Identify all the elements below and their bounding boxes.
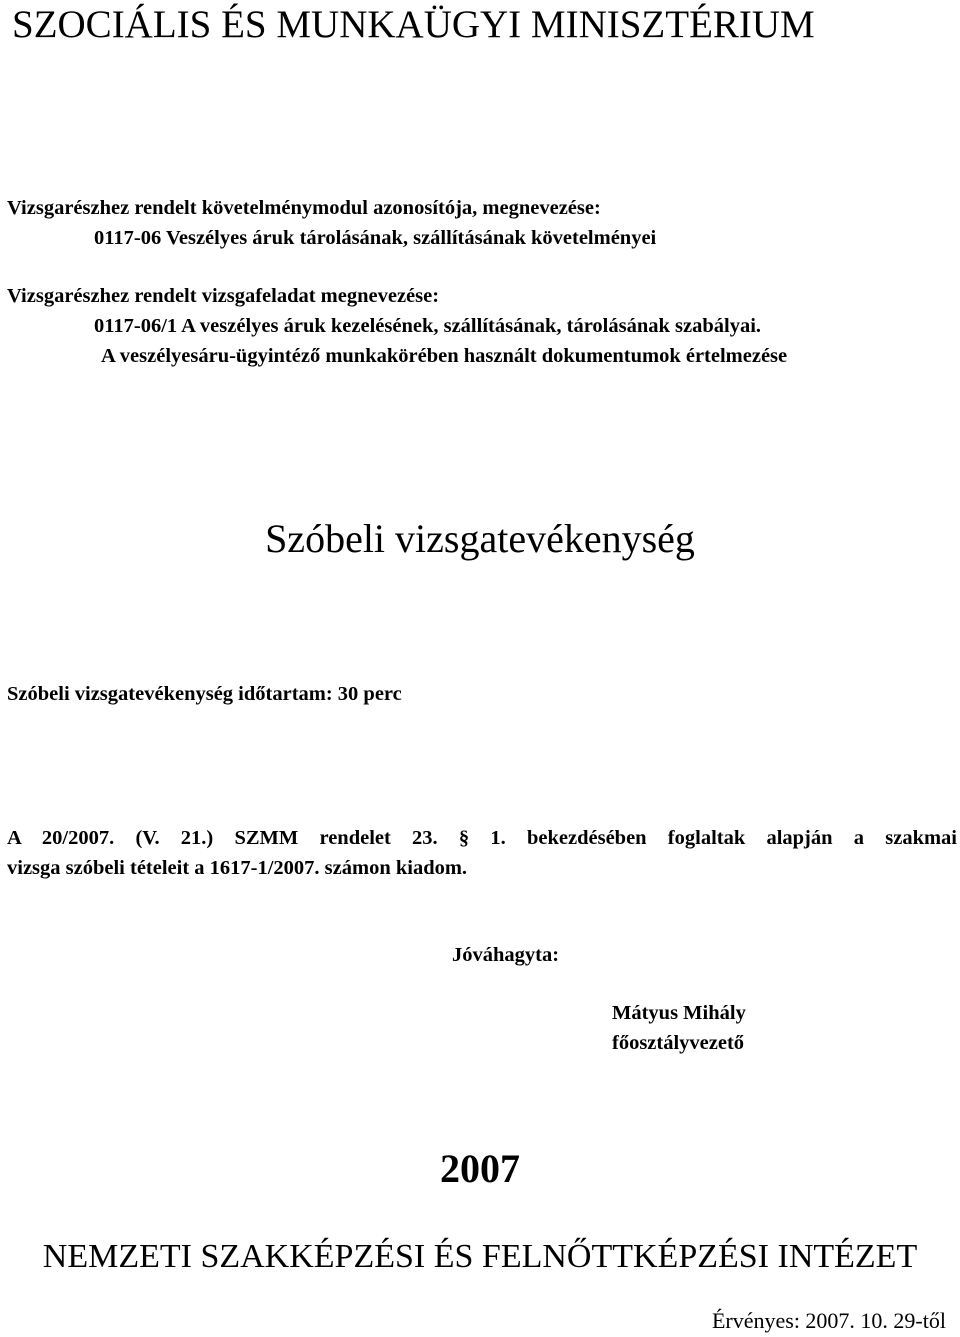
- oral-exam-title: Szóbeli vizsgatevékenység: [265, 516, 695, 561]
- module-label: Vizsgarészhez rendelt követelménymodul azonosítója, megnevezése:: [7, 197, 601, 219]
- institute-name: NEMZETI SZAKKÉPZÉSI ÉS FELNŐTTKÉPZÉSI INTÉZET: [42, 1238, 918, 1275]
- decree-line-1: A 20/2007. (V. 21.) SZMM rendelet 23. § 1. bekezdésében foglaltak alapján a szakmai: [7, 827, 957, 849]
- validity-date: Érvényes: 2007. 10. 29-től: [711, 1308, 946, 1333]
- task-line-1: 0117-06/1 A veszélyes áruk kezelésének, szállításának, tárolásának szabályai.: [94, 315, 762, 337]
- approver-name: Mátyus Mihály: [612, 1002, 746, 1024]
- approver-position: főosztályvezető: [612, 1032, 745, 1054]
- year: 2007: [440, 1146, 520, 1191]
- approval-label: Jóváhagyta:: [452, 944, 560, 966]
- task-label: Vizsgarészhez rendelt vizsgafeladat megnevezése:: [7, 285, 440, 307]
- ministry-title: SZOCIÁLIS ÉS MUNKAÜGYI MINISZTÉRIUM: [12, 3, 815, 46]
- exam-duration: Szóbeli vizsgatevékenység időtartam: 30 perc: [7, 683, 402, 705]
- decree-line-2: vizsga szóbeli tételeit a 1617-1/2007. számon kiadom.: [7, 857, 468, 879]
- task-line-2: A veszélyesáru-ügyintéző munkakörében használt dokumentumok értelmezése: [101, 345, 788, 367]
- module-value: 0117-06 Veszélyes áruk tárolásának, szállításának követelményei: [94, 227, 657, 249]
